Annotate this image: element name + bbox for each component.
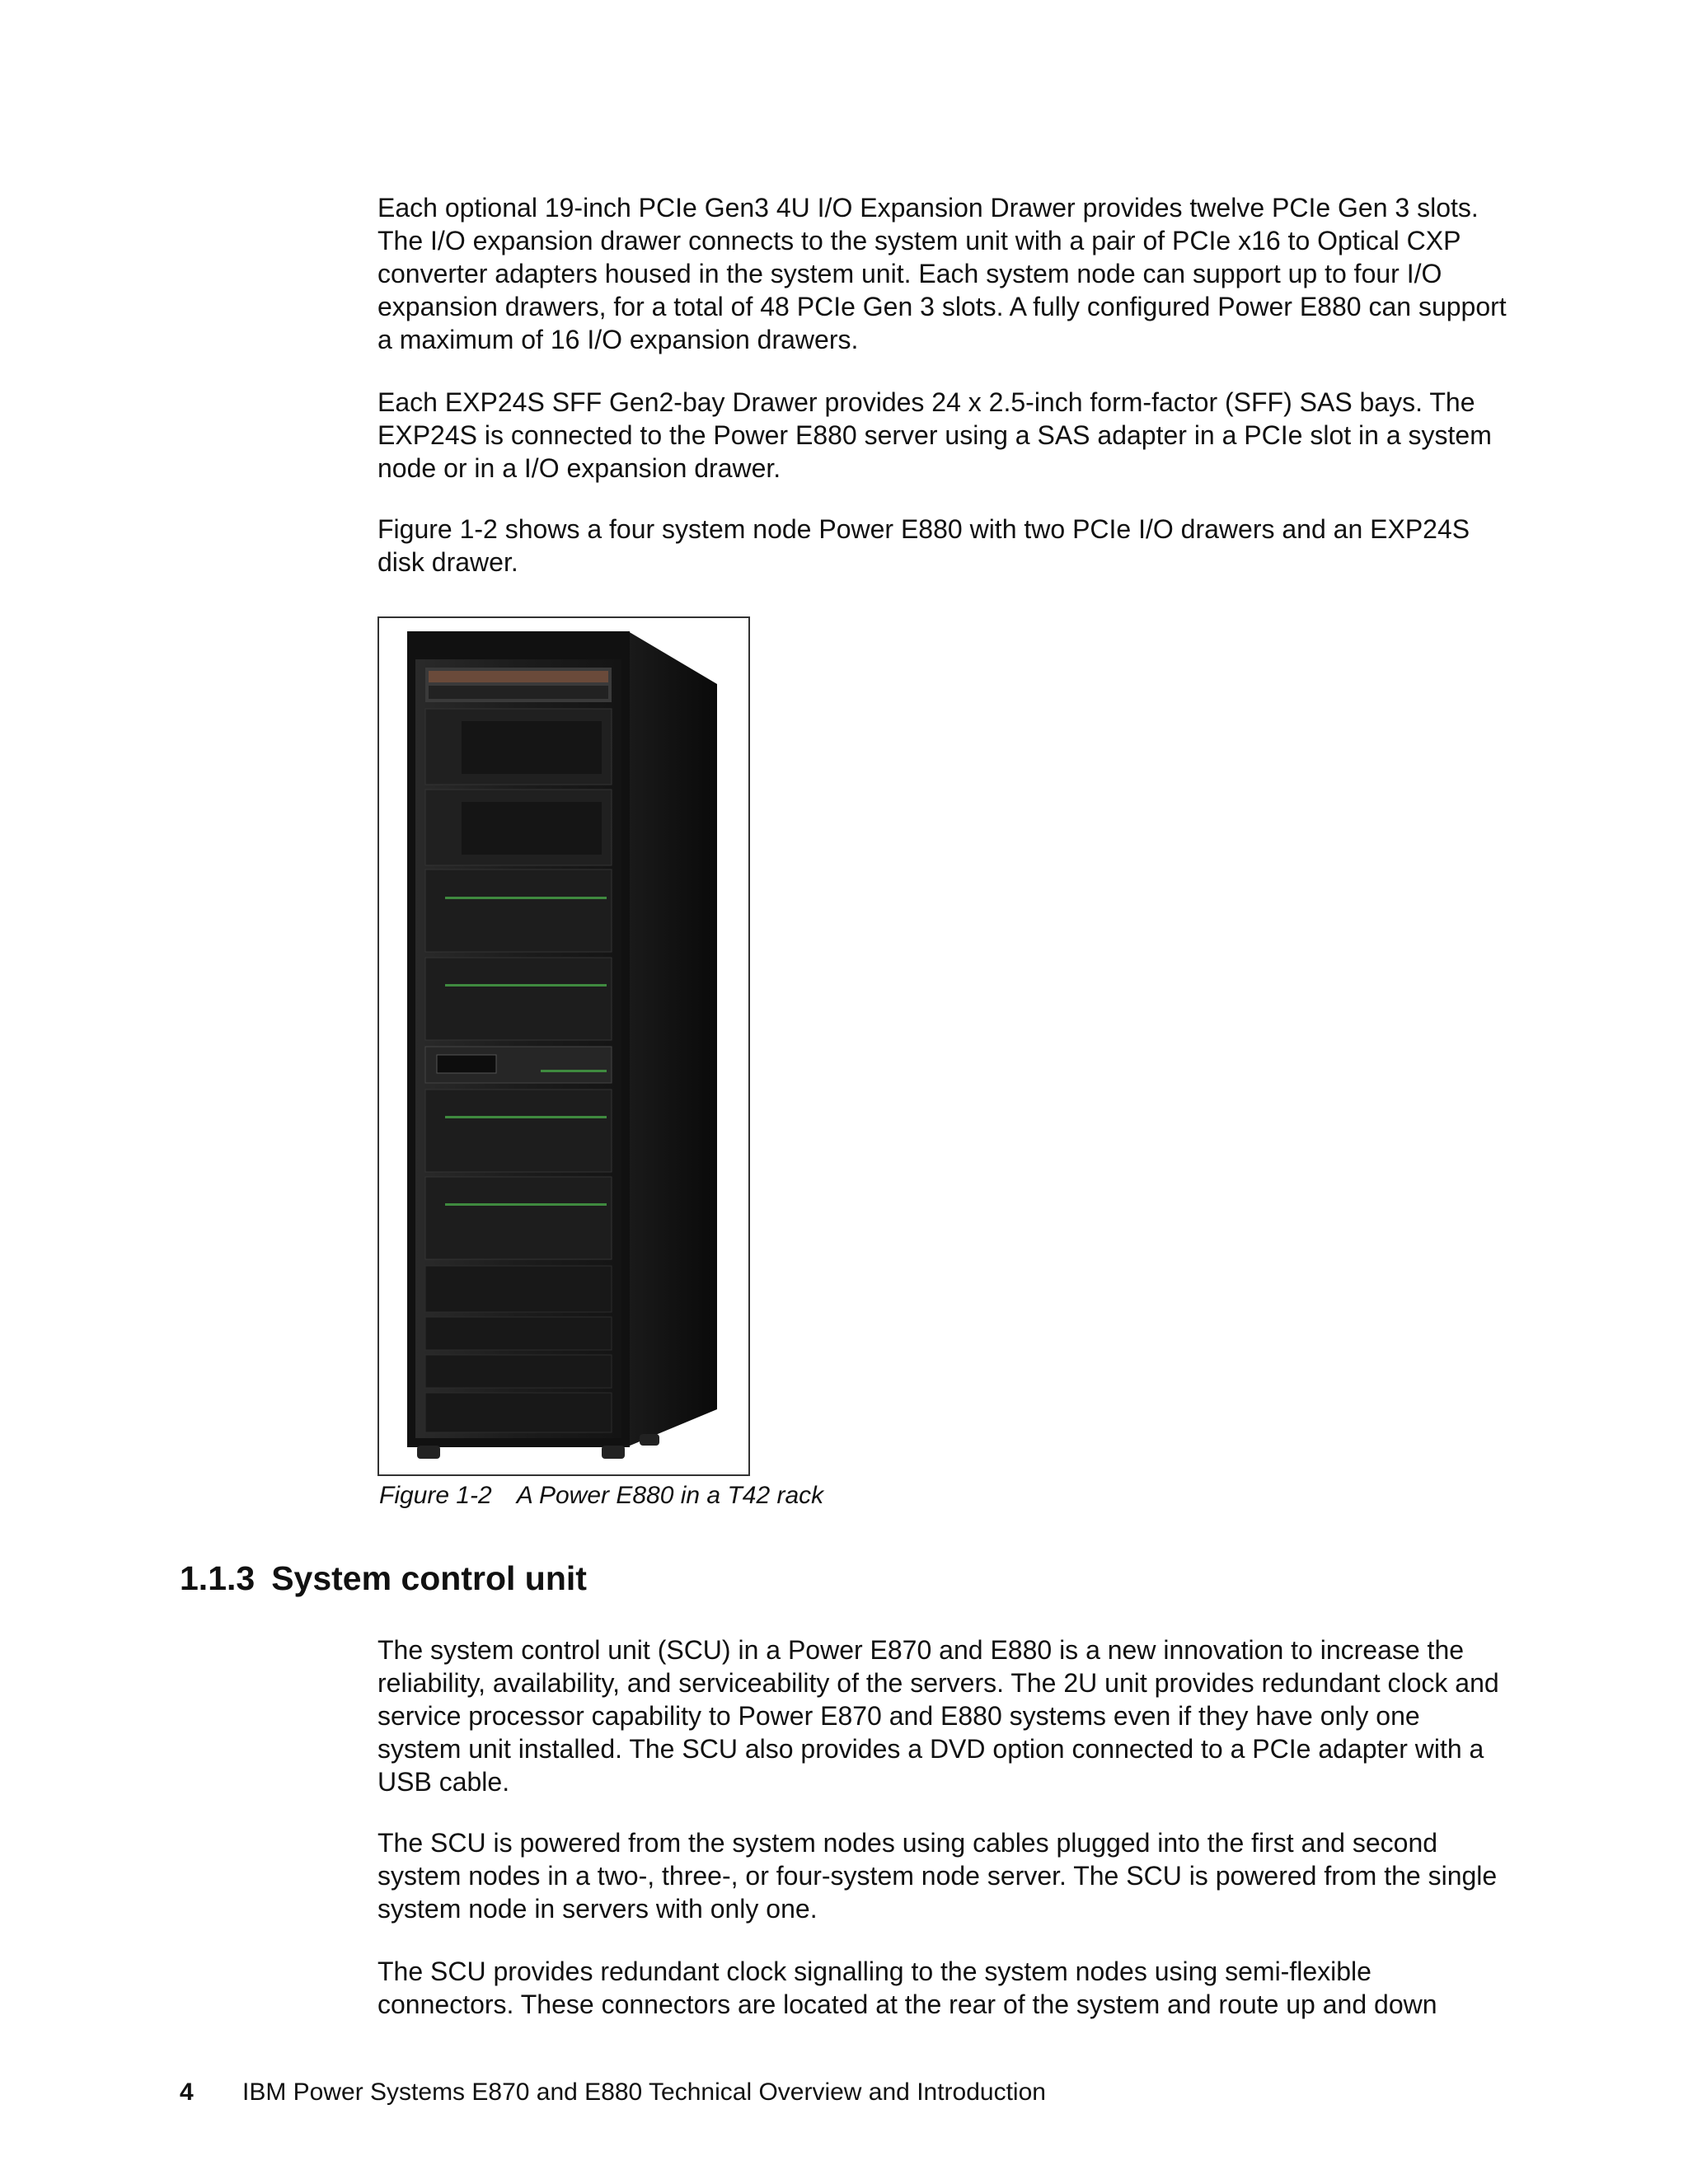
body-paragraph-2: Each EXP24S SFF Gen2-bay Drawer provides 24 x 2.5-inch form-factor (SFF) SAS bays. The EXP24S is connected to the Power E880 server using a SAS adapter in a PCIe slot in a system node or in a I/O expansion drawer. — [377, 387, 1492, 483]
section-paragraph-3: The SCU provides redundant clock signalling to the system nodes using semi-flexible connectors. These connectors are located at the rear of the system and route up and down — [377, 1957, 1437, 2019]
figure-rack-photo — [377, 616, 750, 1476]
figure-label: Figure 1-2 — [379, 1482, 492, 1509]
section-heading — [180, 1559, 587, 1598]
figure-caption — [379, 1482, 823, 1510]
section-paragraph-2: The SCU is powered from the system nodes using cables plugged into the first and second system nodes in a two-, three-, or four-system node server. The SCU is powered from the single system node in servers with only one. — [377, 1828, 1498, 1924]
section-title: System control unit — [271, 1559, 587, 1597]
section-number: 1.1.3 — [180, 1559, 256, 1597]
body-paragraph-3: Figure 1-2 shows a four system node Power E880 with two PCIe I/O drawers and an EXP24S disk drawer. — [377, 514, 1470, 577]
page-footer — [180, 2079, 1046, 2107]
page-number: 4 — [180, 2079, 194, 2106]
body-paragraph-1: Each optional 19-inch PCIe Gen3 4U I/O Expansion Drawer provides twelve PCIe Gen 3 slots. The I/O expansion drawer connects to the system unit with a pair of PCIe x16 to Optical CXP converter adapters housed in the system unit. Each system node can support up to four I/O expansion drawers, for a total of 48 PCIe Gen 3 slots. A fully configured Power E880 can support a maximum of 16 I/O expansion drawers. — [377, 193, 1507, 354]
figure-caption-text: A Power E880 in a T42 rack — [516, 1482, 824, 1509]
section-paragraph-1: The system control unit (SCU) in a Power E870 and E880 is a new innovation to increase the reliability, availability, and serviceability of the servers. The 2U unit provides redundant clock and service processor capability to Power E870 and E880 systems even if they have only one system unit installed. The SCU also provides a DVD option connected to a PCIe adapter with a USB cable. — [377, 1635, 1499, 1797]
rack-server-illustration — [379, 618, 748, 1474]
book-title: IBM Power Systems E870 and E880 Technical Overview and Introduction — [242, 2079, 1046, 2106]
